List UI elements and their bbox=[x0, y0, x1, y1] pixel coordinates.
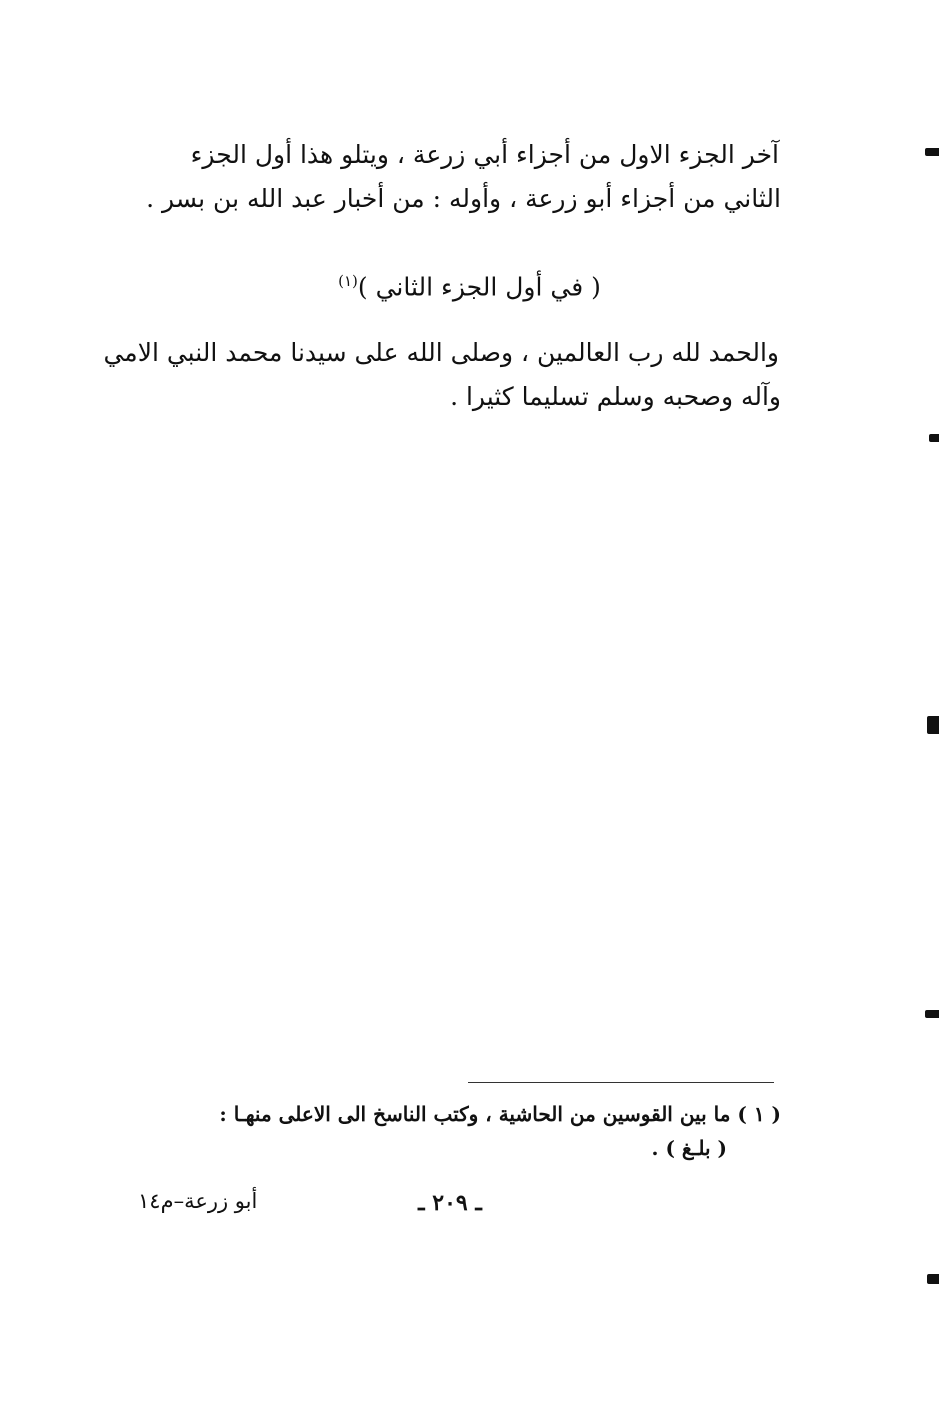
body-text-line: الثاني من أجزاء أبو زرعة ، وأوله : من أخبار عبد الله بن بسر . bbox=[146, 184, 781, 213]
scan-edge-mark bbox=[929, 434, 939, 442]
page-number: ـ ٢٠٩ ـ bbox=[418, 1190, 482, 1216]
scan-edge-mark bbox=[927, 1274, 939, 1284]
scan-edge-mark bbox=[927, 716, 939, 734]
footnote-separator bbox=[468, 1082, 774, 1083]
footnote-text: ( بلـغ ) . bbox=[651, 1136, 727, 1160]
body-text-line: وآله وصحبه وسلم تسليما كثيرا . bbox=[450, 382, 781, 411]
scan-edge-mark bbox=[925, 148, 939, 156]
body-text-line: والحمد لله رب العالمين ، وصلى الله على سيدنا محمد النبي الامي bbox=[103, 338, 779, 367]
body-text-line: آخر الجزء الاول من أجزاء أبي زرعة ، ويتلو هذا أول الجزء bbox=[190, 140, 779, 169]
section-heading-text: ( في أول الجزء الثاني ) bbox=[357, 272, 601, 302]
footnote-text: ( ١ ) ما بين القوسين من الحاشية ، وكتب الناسخ الى الاعلى منهـا : bbox=[219, 1102, 781, 1126]
signature-mark: أبو زرعة–م١٤ bbox=[138, 1189, 258, 1213]
scan-edge-mark bbox=[925, 1010, 939, 1018]
footnote-reference: (١) bbox=[338, 272, 358, 290]
section-heading bbox=[0, 264, 939, 304]
